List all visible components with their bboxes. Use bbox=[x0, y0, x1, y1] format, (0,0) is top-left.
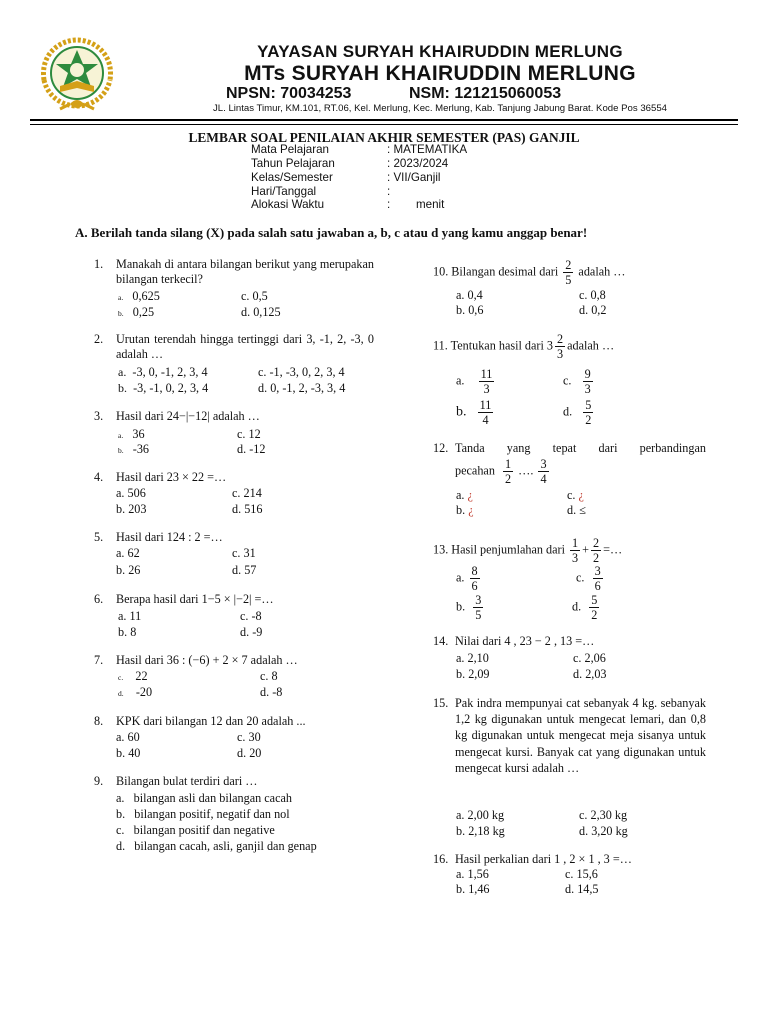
school-address: JL. Lintas Timur, KM.101, RT.06, Kel. Merlung, Kec. Merlung, Kab. Tanjung Jabung Barat. Kode Pos 36554 bbox=[212, 103, 667, 114]
info-value: : bbox=[387, 185, 391, 198]
header-divider-thin bbox=[30, 124, 738, 125]
option-text: 0,25 bbox=[132, 305, 155, 319]
comparison-blank: …. bbox=[518, 463, 534, 478]
option-c[interactable]: c. 8 bbox=[260, 669, 278, 683]
info-value: : menit bbox=[387, 198, 445, 211]
question-number: 10. bbox=[433, 264, 449, 279]
option-b[interactable] bbox=[456, 399, 495, 426]
question-text: Tanda yang tepat dari perbandingan bbox=[455, 441, 706, 455]
option-a[interactable] bbox=[456, 368, 496, 395]
question-number: 11. bbox=[433, 338, 448, 353]
option-d[interactable]: d. ≤ bbox=[567, 503, 586, 517]
question-number: 1. bbox=[94, 257, 104, 271]
question-number: 9. bbox=[94, 774, 104, 788]
option-c[interactable]: c. 2,30 kg bbox=[579, 808, 628, 822]
option-b[interactable]: b. 2,18 kg bbox=[456, 824, 505, 838]
option-c[interactable]: c. 0,5 bbox=[241, 289, 268, 303]
option-text: ¿ bbox=[467, 488, 473, 502]
fraction: $\frac{8}{6}$ bbox=[471, 564, 478, 594]
npsn: NPSN: 70034253 bbox=[226, 85, 352, 102]
question-number: 12. bbox=[433, 441, 449, 455]
option-b[interactable] bbox=[456, 503, 474, 518]
option-c[interactable] bbox=[116, 823, 275, 838]
option-text: ¿ bbox=[468, 503, 474, 517]
option-b[interactable] bbox=[116, 807, 290, 822]
question-number: 14. bbox=[433, 634, 449, 648]
option-c[interactable]: c. 15,6 bbox=[565, 867, 598, 881]
option-text: 0,625 bbox=[132, 289, 160, 303]
option-b[interactable]: b. 26 bbox=[116, 563, 141, 577]
school-logo bbox=[30, 34, 124, 114]
option-b[interactable] bbox=[118, 442, 149, 458]
option-a[interactable] bbox=[456, 488, 473, 503]
option-letter: b. bbox=[118, 309, 124, 318]
option-c[interactable]: c. 30 bbox=[237, 730, 261, 744]
fraction: $\frac{3}{4}$ bbox=[540, 457, 547, 487]
option-d[interactable]: d. 0,2 bbox=[579, 303, 607, 317]
option-letter: c. bbox=[116, 823, 125, 837]
info-label: Mata Pelajaran bbox=[251, 143, 329, 156]
question-text: Pak indra mempunyai cat sebanyak 4 kg. sebanyak 1,2 kg digunakan untuk mengecat lemari, dan 0,8 kg digunakan untuk mengecat meja sisanya untuk mengecat kursi. Banyak cat yang digunakan untuk mengecat kursi adalah … bbox=[455, 696, 706, 775]
question-text: KPK dari bilangan 12 dan 20 adalah ... bbox=[116, 714, 306, 728]
info-value: : 2023/2024 bbox=[387, 157, 449, 170]
option-d[interactable]: d. 3,20 kg bbox=[579, 824, 628, 838]
option-letter: a. bbox=[118, 293, 124, 302]
option-letter: d. bbox=[116, 839, 126, 853]
option-b[interactable]: b. 40 bbox=[116, 746, 141, 760]
question-number: 4. bbox=[94, 470, 104, 484]
question-number: 8. bbox=[94, 714, 104, 728]
question-number: 15. bbox=[433, 696, 449, 710]
option-c[interactable]: c. 214 bbox=[232, 486, 262, 500]
option-text: -3, 0, -1, 2, 3, 4 bbox=[132, 365, 208, 379]
question-number: 5. bbox=[94, 530, 104, 544]
question-13 bbox=[433, 537, 713, 564]
question-text: Hasil dari 23 × 22 =… bbox=[116, 470, 227, 484]
question-text: Bilangan bulat terdiri dari … bbox=[116, 774, 258, 788]
option-text: bilangan positif dan negative bbox=[133, 823, 275, 837]
option-b[interactable] bbox=[118, 685, 152, 701]
option-a[interactable] bbox=[118, 669, 148, 685]
fraction: $\frac{2}{2}$ bbox=[593, 536, 600, 566]
option-d[interactable]: d. -9 bbox=[240, 625, 263, 639]
question-text: Tentukan hasil dari 3 bbox=[450, 338, 553, 353]
school-name: MTs SURYAH KHAIRUDDIN MERLUNG bbox=[244, 62, 636, 85]
option-c[interactable]: c. -8 bbox=[240, 609, 262, 623]
option-b[interactable]: b. 0,6 bbox=[456, 303, 484, 317]
option-letter: d. bbox=[572, 599, 582, 614]
info-value: : MATEMATIKA bbox=[387, 143, 468, 156]
option-letter: b. bbox=[116, 807, 126, 821]
option-c[interactable]: c. 31 bbox=[232, 546, 256, 560]
option-a[interactable]: a. 60 bbox=[116, 730, 140, 744]
option-letter: d. bbox=[563, 404, 573, 419]
option-c[interactable]: c. -1, -3, 0, 2, 3, 4 bbox=[258, 365, 345, 379]
question-text: Hasil dari 24−|−12| adalah … bbox=[116, 409, 260, 423]
question-number: 6. bbox=[94, 592, 104, 606]
question-text-end: =… bbox=[603, 542, 623, 557]
option-c[interactable] bbox=[576, 565, 605, 592]
option-text: ¿ bbox=[578, 488, 584, 502]
option-text: -20 bbox=[135, 685, 153, 699]
option-letter: a. bbox=[116, 791, 125, 805]
option-letter: d. bbox=[118, 689, 124, 698]
fraction: $\frac{5}{2}$ bbox=[591, 593, 598, 623]
question-text: Berapa hasil dari 1−5 × |−2| =… bbox=[116, 592, 274, 606]
fraction: $\frac{1}{3}$ bbox=[572, 536, 579, 566]
option-d[interactable]: d. 14,5 bbox=[565, 882, 599, 896]
question-text-end: adalah … bbox=[578, 264, 626, 279]
option-text: 36 bbox=[132, 427, 145, 441]
option-c[interactable]: c. 12 bbox=[237, 427, 261, 441]
option-letter: a. bbox=[456, 373, 465, 388]
option-c[interactable] bbox=[567, 488, 584, 503]
nsm: NSM: 121215060053 bbox=[409, 85, 562, 102]
document-title: LEMBAR SOAL PENILAIAN AKHIR SEMESTER (PAS) GANJIL bbox=[188, 130, 580, 145]
option-letter: c. bbox=[563, 373, 572, 388]
option-a[interactable]: a. 2,00 kg bbox=[456, 808, 505, 822]
option-b[interactable]: b. 8 bbox=[118, 625, 137, 639]
option-letter: b. bbox=[456, 404, 467, 420]
question-text: Bilangan desimal dari bbox=[451, 264, 559, 279]
option-text: bilangan cacah, asli, ganjil dan genap bbox=[134, 839, 317, 853]
fraction: $\frac{3}{5}$ bbox=[475, 593, 482, 623]
option-a[interactable]: a. 62 bbox=[116, 546, 140, 560]
header-divider-thick bbox=[30, 119, 738, 121]
foundation-name: YAYASAN SURYAH KHAIRUDDIN MERLUNG bbox=[257, 42, 623, 61]
option-letter: b. bbox=[456, 503, 466, 517]
fraction: $\frac{11}{4}$ bbox=[479, 398, 492, 428]
option-a[interactable] bbox=[118, 427, 145, 443]
question-text: Hasil penjumlahan dari bbox=[451, 542, 565, 557]
question-text: pecahan bbox=[455, 463, 495, 478]
option-text: bilangan positif, negatif dan nol bbox=[134, 807, 290, 821]
option-letter: c. bbox=[567, 488, 576, 502]
question-text: Urutan terendah hingga tertinggi dari 3, -1, 2, -3, 0 adalah … bbox=[116, 332, 374, 361]
question-text: Hasil dari 124 : 2 =… bbox=[116, 530, 223, 544]
option-a[interactable] bbox=[118, 365, 208, 380]
question-number: 16. bbox=[433, 852, 449, 866]
option-b[interactable] bbox=[118, 381, 208, 396]
question-number: 3. bbox=[94, 409, 104, 423]
option-letter: a. bbox=[118, 431, 124, 440]
plus-sign: + bbox=[582, 542, 590, 557]
fraction: $\frac{1}{2}$ bbox=[505, 457, 512, 487]
option-b[interactable]: b. 2,09 bbox=[456, 667, 490, 681]
info-value: : VII/Ganjil bbox=[387, 171, 441, 184]
option-d[interactable]: d. 20 bbox=[237, 746, 262, 760]
option-letter: b. bbox=[456, 599, 466, 614]
option-text: 22 bbox=[135, 669, 148, 683]
info-label: Alokasi Waktu bbox=[251, 198, 325, 211]
option-b[interactable]: b. 1,46 bbox=[456, 882, 490, 896]
question-number: 7. bbox=[94, 653, 104, 667]
option-text: bilangan asli dan bilangan cacah bbox=[133, 791, 292, 805]
option-d[interactable]: d. 516 bbox=[232, 502, 263, 516]
question-11 bbox=[433, 333, 713, 360]
fraction: $\frac{11}{3}$ bbox=[480, 367, 493, 397]
option-a[interactable] bbox=[116, 791, 292, 806]
question-12-line2 bbox=[455, 458, 655, 485]
info-label: Hari/Tanggal bbox=[251, 185, 317, 198]
question-number: 13. bbox=[433, 542, 449, 557]
info-label: Kelas/Semester bbox=[251, 171, 333, 184]
option-b[interactable] bbox=[118, 305, 154, 321]
option-letter: c. bbox=[576, 570, 585, 585]
question-number: 2. bbox=[94, 332, 104, 346]
option-letter: a. bbox=[456, 570, 465, 585]
option-a[interactable]: a. 1,56 bbox=[456, 867, 489, 881]
fraction: $\frac{5}{2}$ bbox=[585, 398, 592, 428]
option-a[interactable] bbox=[118, 289, 160, 305]
info-label: Tahun Pelajaran bbox=[251, 157, 335, 170]
option-a[interactable]: a. 0,4 bbox=[456, 288, 483, 302]
question-text: Nilai dari 4 , 23 − 2 , 13 =… bbox=[455, 634, 595, 648]
question-text-end: adalah … bbox=[567, 338, 615, 353]
option-d[interactable]: d. 0, -1, 2, -3, 3, 4 bbox=[258, 381, 346, 395]
option-c[interactable]: c. 0,8 bbox=[579, 288, 606, 302]
option-a[interactable]: a. 506 bbox=[116, 486, 146, 500]
fraction: $\frac{2}{5}$ bbox=[565, 258, 572, 288]
option-letter: b. bbox=[118, 446, 124, 455]
question-text: Hasil dari 36 : (−6) + 2 × 7 adalah … bbox=[116, 653, 298, 667]
option-d[interactable]: d. -12 bbox=[237, 442, 266, 456]
option-letter: a. bbox=[118, 365, 127, 379]
option-d[interactable]: d. 2,03 bbox=[573, 667, 607, 681]
option-a[interactable]: a. 2,10 bbox=[456, 651, 489, 665]
option-d[interactable]: d. -8 bbox=[260, 685, 283, 699]
section-instruction: A. Berilah tanda silang (X) pada salah satu jawaban a, b, c atau d yang kamu anggap benar! bbox=[75, 225, 588, 240]
option-d[interactable] bbox=[572, 594, 601, 621]
option-d[interactable] bbox=[563, 399, 595, 426]
option-c[interactable] bbox=[563, 368, 595, 395]
option-d[interactable]: d. 57 bbox=[232, 563, 257, 577]
option-letter: a. bbox=[456, 488, 465, 502]
option-letter: b. bbox=[118, 381, 127, 395]
option-a[interactable] bbox=[456, 565, 482, 592]
fraction: $\frac{9}{3}$ bbox=[584, 367, 591, 397]
option-a[interactable]: a. 11 bbox=[118, 609, 142, 623]
option-d[interactable] bbox=[116, 839, 317, 854]
fraction: $\frac{3}{6}$ bbox=[594, 564, 601, 594]
option-b[interactable] bbox=[456, 594, 485, 621]
option-d[interactable]: d. 0,125 bbox=[241, 305, 281, 319]
option-b[interactable]: b. 203 bbox=[116, 502, 147, 516]
question-10 bbox=[433, 259, 713, 286]
question-text: Manakah di antara bilangan berikut yang merupakan bilangan terkecil? bbox=[116, 257, 374, 286]
option-c[interactable]: c. 2,06 bbox=[573, 651, 606, 665]
option-text: -36 bbox=[132, 442, 150, 456]
option-text: -3, -1, 0, 2, 3, 4 bbox=[133, 381, 209, 395]
fraction: $\frac{2}{3}$ bbox=[557, 332, 564, 362]
option-letter: c. bbox=[118, 673, 124, 682]
question-text: Hasil perkalian dari 1 , 2 × 1 , 3 =… bbox=[455, 852, 632, 866]
